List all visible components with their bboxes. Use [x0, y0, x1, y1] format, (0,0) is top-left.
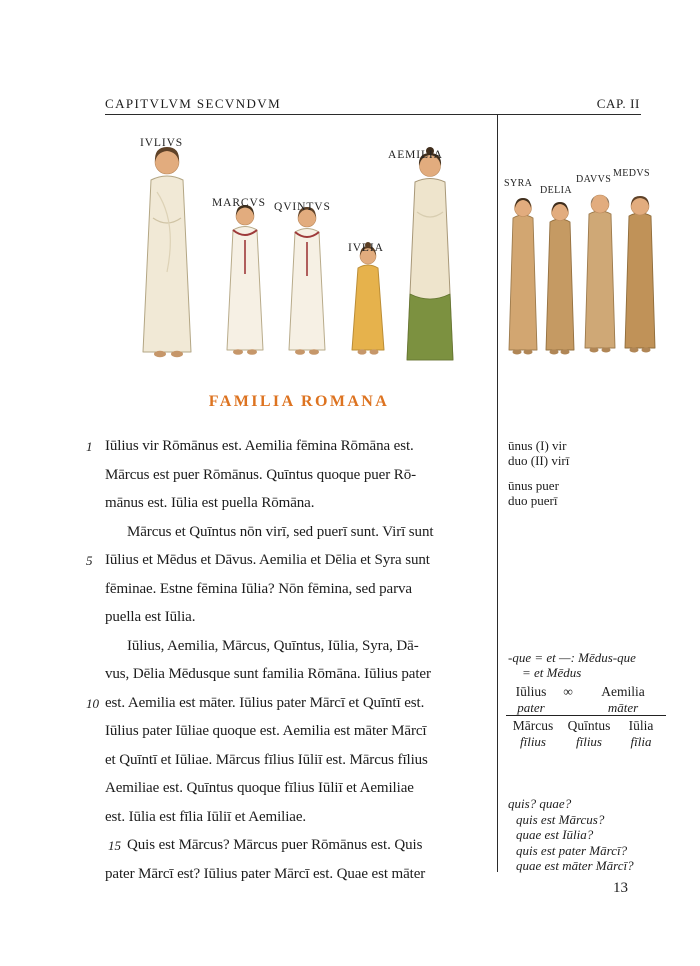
figure-label-iulius: IVLIVS: [140, 137, 184, 149]
text-line: [105, 803, 497, 832]
figure-label-medus: MEDVS: [613, 168, 651, 179]
child-role: fīlia: [630, 734, 652, 749]
text-lines: [86, 432, 497, 888]
text-line: [86, 689, 497, 718]
father-name: Iūlius: [515, 684, 547, 699]
header-rule: [105, 114, 641, 115]
margin-note-line: duo puerī: [508, 493, 558, 508]
figure-label-iulia: IVLIA: [348, 242, 384, 254]
servants-illustration: [503, 168, 675, 366]
figure-label-marcus: MARCVS: [212, 197, 266, 209]
figure-marcus: [227, 205, 263, 355]
text-line: [105, 632, 497, 661]
chapter-header: CAPITVLVM SECVNDVM: [105, 96, 282, 111]
text-line: [86, 546, 497, 575]
text-line: [105, 575, 497, 604]
quis-title: quis? quae?: [508, 796, 572, 811]
line-text: est. Aemilia est māter. Iūlius pater Mārcī et Quīntī est.: [105, 694, 425, 711]
figure-quintus: [289, 207, 325, 355]
child-role: fīlius: [519, 734, 546, 749]
line-number: 1: [86, 439, 93, 454]
line-text: Quis est Mārcus? Mārcus puer Rōmānus est. Quis: [127, 837, 423, 853]
text-line: [105, 461, 497, 490]
father-role: pater: [517, 700, 545, 715]
text-line: [105, 860, 497, 889]
child-role: fīlius: [575, 734, 602, 749]
margin-note-vir: [508, 438, 678, 468]
figure-label-quintus: QVINTVS: [274, 201, 331, 213]
line-text: Mārcus est puer Rōmānus. Quīntus quoque puer Rō-: [105, 466, 416, 483]
margin-note-line: -que = et —: Mēdus-que: [508, 650, 636, 665]
figure-iulia: [352, 242, 384, 355]
quis-line: quae est Iūlia?: [516, 827, 594, 842]
figure-label-delia: DELIA: [540, 185, 572, 196]
line-text: Aemiliae est. Quīntus quoque fīlius Iūliī et Aemiliae: [105, 780, 414, 796]
marriage-symbol: ∞: [563, 684, 573, 699]
figure-medus: [625, 196, 655, 353]
margin-note-line: ūnus (I) vir: [508, 438, 567, 453]
line-text: Iūlius et Mēdus et Dāvus. Aemilia et Dēlia et Syra sunt: [105, 552, 430, 568]
tree-connector: [556, 700, 580, 716]
line-text: fēminae. Estne fēmina Iūlia? Nōn fēmina, sed parva: [105, 580, 412, 597]
line-text: Mārcus et Quīntus nōn virī, sed puerī sunt. Virī sunt: [127, 523, 434, 540]
line-text: et Quīntī et Iūliae. Mārcus fīlius Iūliī est. Mārcus fīlius: [105, 751, 428, 768]
parents-row: [506, 684, 666, 716]
margin-note-line: ūnus puer: [508, 478, 559, 493]
line-number: 5: [86, 553, 93, 568]
margin-note-line: = et Mēdus: [522, 665, 582, 680]
figure-label-aemilia: AEMILIA: [388, 149, 443, 161]
margin-note-puer: [508, 478, 678, 508]
line-text: est. Iūlia est fīlia Iūliī et Aemiliae.: [105, 808, 307, 825]
quis-line: quae est māter Mārcī?: [516, 858, 634, 873]
servant-figures: [503, 168, 675, 366]
text-line: [105, 717, 497, 746]
family-tree-diagram: [506, 684, 666, 750]
figure-delia: [546, 202, 574, 355]
figure-aemilia: [407, 147, 453, 360]
line-number: 10: [86, 695, 99, 711]
figure-label-davus: DAVVS: [576, 174, 612, 185]
figure-syra: [509, 198, 537, 355]
line-number: 15: [108, 838, 121, 853]
line-text: Iūlius vir Rōmānus est. Aemilia fēmina Rōmāna est.: [105, 438, 414, 454]
quis-line: quis est pater Mārcī?: [516, 842, 628, 858]
child-name: Iūlia: [628, 718, 654, 733]
mother-role: māter: [607, 700, 639, 715]
line-text: mānus est. Iūlia est puella Rōmāna.: [105, 495, 315, 511]
line-text: puella est Iūlia.: [105, 609, 196, 625]
line-text: Iūlius, Aemilia, Mārcus, Quīntus, Iūlia, Syra, Dā-: [127, 637, 419, 654]
text-line: [105, 603, 497, 632]
margin-note-line: duo (II) virī: [508, 453, 570, 468]
children-row: [506, 718, 666, 750]
text-line: [105, 489, 497, 518]
chapter-number: CAP. II: [596, 96, 640, 111]
text-line: [105, 746, 497, 775]
margin-note-que: [508, 650, 678, 680]
quis-line: quis est Mārcus?: [516, 811, 605, 827]
line-text: Iūlius pater Iūliae quoque est. Aemilia est māter Mārcī: [105, 723, 427, 739]
margin-note-quis: [508, 796, 678, 874]
child-name: Mārcus: [512, 718, 554, 733]
figure-iulius: [143, 147, 191, 357]
column-divider: [497, 114, 498, 872]
text-line: [105, 660, 497, 689]
line-text: vus, Dēlia Mēdusque sunt familia Rōmāna. Iūlius pater: [105, 666, 431, 682]
page-number: 13: [613, 880, 628, 896]
child-name: Quīntus: [567, 718, 611, 733]
mother-name: Aemilia: [601, 684, 645, 699]
text-line: [105, 774, 497, 803]
text-line: [86, 432, 497, 461]
text-line: [105, 518, 497, 547]
text-line: [105, 831, 497, 860]
figure-davus: [585, 195, 615, 353]
section-title: FAMILIA ROMANA: [208, 393, 390, 410]
figure-label-syra: SYRA: [504, 178, 533, 189]
line-text: pater Mārcī est? Iūlius pater Mārcī est. Quae est māter: [105, 865, 426, 882]
